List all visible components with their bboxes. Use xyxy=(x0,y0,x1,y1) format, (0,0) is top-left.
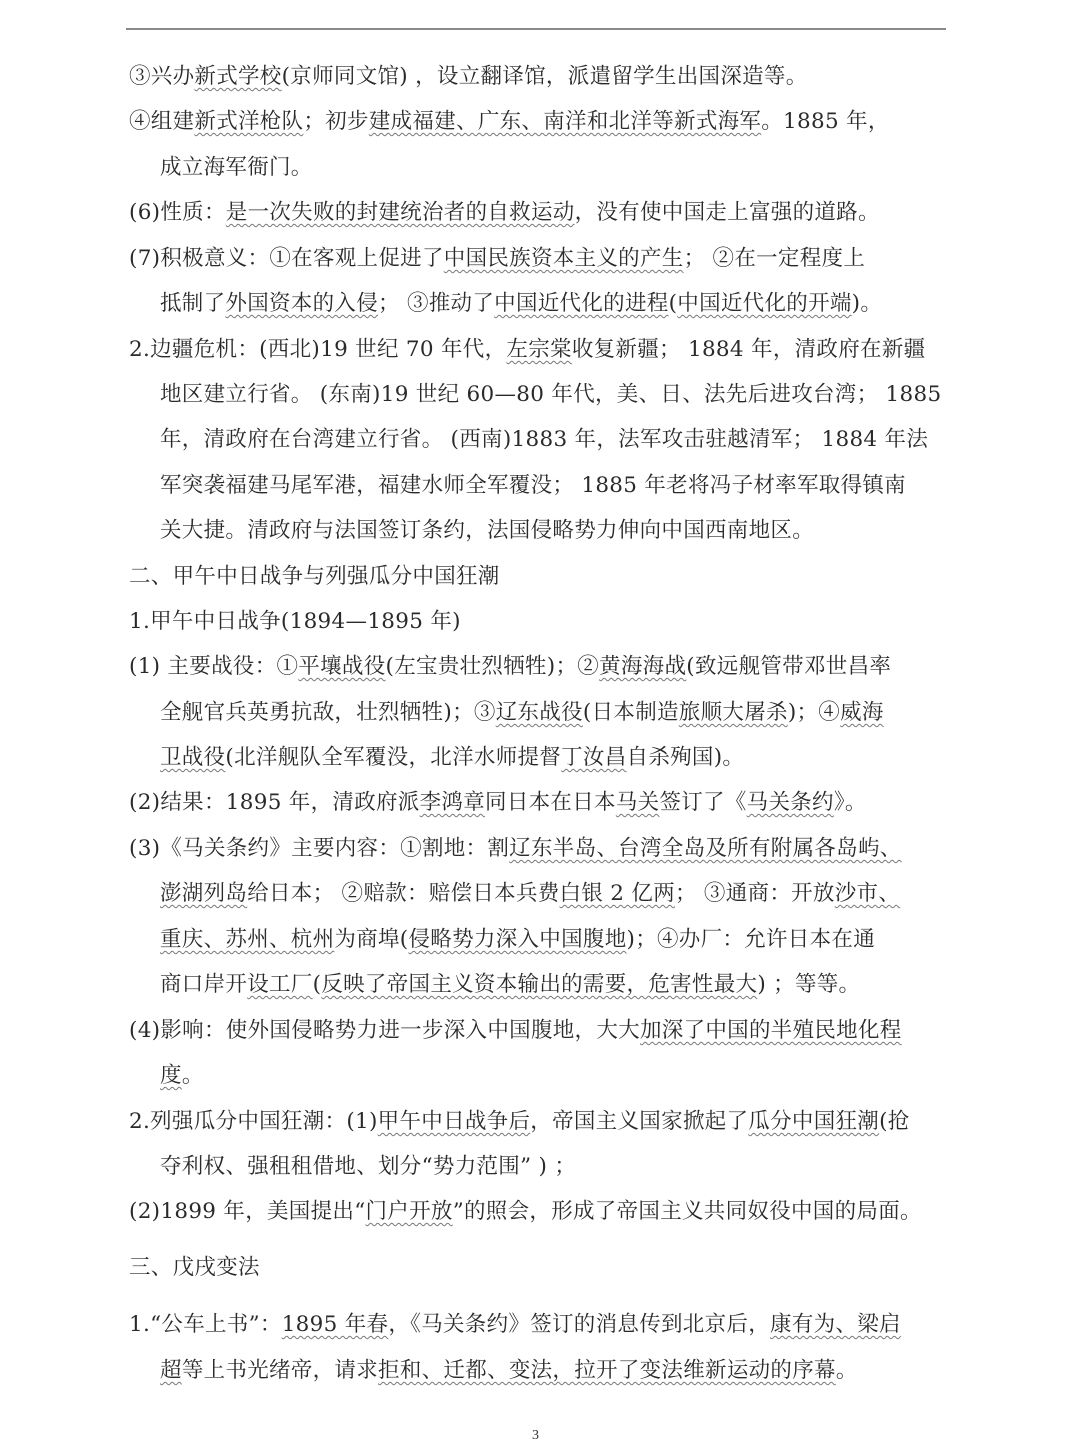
text-line xyxy=(160,380,941,410)
underlined-key-term: 甲午中日战争后 xyxy=(377,1109,531,1134)
text-segment: 签订了《 xyxy=(659,790,747,815)
text-segment: ； ③推动了 xyxy=(378,291,495,316)
text-segment: 1.“公车上书”： xyxy=(129,1312,282,1337)
text-segment: 年，清政府在台湾建立行省。 (西南)1883 年，法军攻击驻越清军； 1884 年法 xyxy=(160,427,929,452)
text-line xyxy=(160,153,313,183)
text-segment: ④组建 xyxy=(129,109,195,134)
text-segment: (抢 xyxy=(879,1109,910,1134)
text-line xyxy=(160,698,884,728)
text-segment: ； ②在一定程度上 xyxy=(683,246,866,271)
underlined-key-term: 平壤战役 xyxy=(298,654,386,679)
text-segment: 给日本； ②赔款：赔偿日本兵费 xyxy=(247,881,560,906)
underlined-key-term: 反映了帝国主义资本输出的需要，危害性最大 xyxy=(321,972,758,997)
underlined-key-term: 旅顺大屠杀 xyxy=(678,700,788,725)
text-segment: 成立海军衙门。 xyxy=(160,155,313,180)
text-line xyxy=(160,925,875,955)
text-line xyxy=(129,244,865,274)
underlined-key-term: 侵略势力深入中国腹地 xyxy=(408,927,627,952)
underlined-key-term: 马关条约 xyxy=(746,790,834,815)
underlined-key-term: 左宗棠 xyxy=(506,337,572,362)
text-line xyxy=(129,1197,922,1227)
underlined-key-term: 门户开放 xyxy=(365,1199,453,1224)
header-rule xyxy=(126,28,946,30)
text-segment: 收复新疆； 1884 年，清政府在新疆 xyxy=(571,337,926,362)
text-segment: (京师同文馆) ，设立翻译馆，派遣留学生出国深造等。 xyxy=(281,64,808,89)
text-line xyxy=(160,1356,858,1386)
underlined-key-term: 度 xyxy=(160,1063,182,1088)
text-segment: ；初步 xyxy=(303,109,369,134)
text-segment: (1) 主要战役：① xyxy=(129,654,299,679)
underlined-key-term: 李鸿章 xyxy=(419,790,486,815)
text-segment: 。1885 年， xyxy=(761,109,890,134)
text-line xyxy=(160,879,900,909)
text-segment: 地区建立行省。 (东南)19 世纪 60—80 年代，美、日、法先后进攻台湾； 1885 xyxy=(160,382,942,407)
text-segment: ，《马关条约》签订的消息传到北京后， xyxy=(388,1312,771,1337)
text-segment: (3)《马关条约》主要内容：①割地：割 xyxy=(129,836,510,861)
text-segment: ，帝国主义国家掀起了 xyxy=(530,1109,749,1134)
underlined-key-term: 是一次失败的封建统治者的自救运动 xyxy=(225,200,575,225)
text-segment: 1.甲午中日战争(1894—1895 年) xyxy=(129,609,461,634)
text-line xyxy=(160,1061,204,1091)
text-segment: (4)影响：使外国侵略势力进一步深入中国腹地，大大 xyxy=(129,1018,640,1043)
text-segment: ”的照会，形成了帝国主义共同奴役中国的局面。 xyxy=(452,1199,922,1224)
underlined-key-term: 拒和、迁都、变法，拉开了变法维新运动的序幕 xyxy=(378,1358,836,1383)
text-line xyxy=(160,970,860,1000)
underlined-key-term: 沙市、 xyxy=(834,881,901,906)
text-line xyxy=(160,471,906,501)
text-line xyxy=(129,1016,902,1046)
text-segment: ) ；等等。 xyxy=(757,972,861,997)
underlined-key-term: 中国近代化的开端 xyxy=(677,291,852,316)
text-segment: )；④办厂：允许日本在通 xyxy=(626,927,876,952)
text-segment: 三、戊戌变法 xyxy=(129,1255,260,1280)
text-segment: )；④ xyxy=(787,700,841,725)
text-segment: ( xyxy=(668,291,678,316)
text-segment: 》。 xyxy=(833,790,867,815)
text-segment: 二、甲午中日战争与列强瓜分中国狂潮 xyxy=(129,564,500,589)
underlined-key-term: 加深了中国的半殖民地化程 xyxy=(639,1018,902,1043)
text-segment: 自杀殉国)。 xyxy=(626,745,745,770)
underlined-key-term: 澎湖列岛 xyxy=(160,881,248,906)
section-heading xyxy=(129,562,500,592)
text-segment: (2)1899 年，美国提出“ xyxy=(129,1199,366,1224)
text-segment: ，没有使中国走上富强的道路。 xyxy=(574,200,880,225)
text-segment: (6)性质： xyxy=(129,200,226,225)
text-line xyxy=(129,198,880,228)
text-segment: ( xyxy=(312,972,322,997)
text-line xyxy=(129,335,925,365)
underlined-key-term: 新式洋枪队 xyxy=(194,109,304,134)
underlined-key-term: 中国民族资本主义的产生 xyxy=(443,246,684,271)
text-line xyxy=(160,516,814,546)
underlined-key-term: 威海 xyxy=(840,700,884,725)
underlined-key-term: 黄海海战 xyxy=(599,654,687,679)
text-line xyxy=(129,1107,910,1137)
text-line xyxy=(160,289,882,319)
underlined-key-term: 中国近代化的进程 xyxy=(494,291,669,316)
underlined-key-term: 白银 2 亿两 xyxy=(559,881,675,906)
underlined-key-term: 马关 xyxy=(615,790,660,815)
underlined-key-term: 重庆、苏州、杭州 xyxy=(160,927,335,952)
text-line xyxy=(129,607,461,637)
text-segment: 。 xyxy=(835,1358,858,1383)
section-heading xyxy=(129,1253,260,1283)
underlined-key-term: 新式学校 xyxy=(194,64,282,89)
text-line xyxy=(160,1152,576,1182)
text-line xyxy=(129,834,902,864)
underlined-key-term: 超 xyxy=(160,1358,182,1383)
underlined-key-term: 外国资本的入侵 xyxy=(225,291,379,316)
text-line xyxy=(129,788,867,818)
text-line xyxy=(160,425,928,455)
text-line xyxy=(129,652,891,682)
text-line xyxy=(129,1310,901,1340)
text-segment: )。 xyxy=(851,291,883,316)
underlined-key-term: 建成福建、广东、南洋和北洋等新式海军 xyxy=(368,109,762,134)
text-segment: 全舰官兵英勇抗敌，壮烈牺牲)；③ xyxy=(160,700,496,725)
text-segment: (日本制造 xyxy=(582,700,679,725)
underlined-key-term: 瓜分中国狂潮 xyxy=(748,1109,880,1134)
text-segment: 商口岸开 xyxy=(160,972,248,997)
text-segment: 夺利权、强租租借地、划分“势力范围” ) ； xyxy=(160,1154,577,1179)
underlined-key-term: 卫战役 xyxy=(160,745,226,770)
text-segment: 2.列强瓜分中国狂潮：(1) xyxy=(129,1109,378,1134)
underlined-key-term: 辽东半岛、台湾全岛及所有附属各岛屿、 xyxy=(509,836,902,861)
underlined-key-term: 辽东战役 xyxy=(495,700,583,725)
text-segment: (北洋舰队全军覆没，北洋水师提督 xyxy=(225,745,562,770)
text-segment: 2.边疆危机：(西北)19 世纪 70 年代， xyxy=(129,337,507,362)
text-segment: 。 xyxy=(181,1063,204,1088)
underlined-key-term: 丁汝昌 xyxy=(561,745,627,770)
text-segment: 同日本在日本 xyxy=(485,790,616,815)
text-segment: 军突袭福建马尾军港，福建水师全军覆没； 1885 年老将冯子材率军取得镇南 xyxy=(160,473,906,498)
text-segment: (7)积极意义：①在客观上促进了 xyxy=(129,246,444,271)
text-line xyxy=(160,743,744,773)
underlined-key-term: 康有为、梁启 xyxy=(770,1312,901,1337)
text-segment: ③兴办 xyxy=(129,64,195,89)
text-line xyxy=(129,107,890,137)
underlined-key-term: 1895 年春 xyxy=(281,1312,389,1337)
text-segment: 为商埠( xyxy=(334,927,409,952)
text-segment: ； ③通商：开放 xyxy=(675,881,835,906)
text-segment: 抵制了 xyxy=(160,291,226,316)
text-segment: (2)结果：1895 年，清政府派 xyxy=(129,790,420,815)
underlined-key-term: 设工厂 xyxy=(247,972,313,997)
text-segment: 等上书光绪帝，请求 xyxy=(181,1358,379,1383)
text-segment: 关大捷。清政府与法国签订条约，法国侵略势力伸向中国西南地区。 xyxy=(160,518,815,543)
page-number: 3 xyxy=(532,1428,539,1443)
text-line xyxy=(129,62,808,92)
text-segment: (致远舰管带邓世昌率 xyxy=(686,654,892,679)
text-segment: (左宝贵壮烈牺牲)；② xyxy=(385,654,600,679)
